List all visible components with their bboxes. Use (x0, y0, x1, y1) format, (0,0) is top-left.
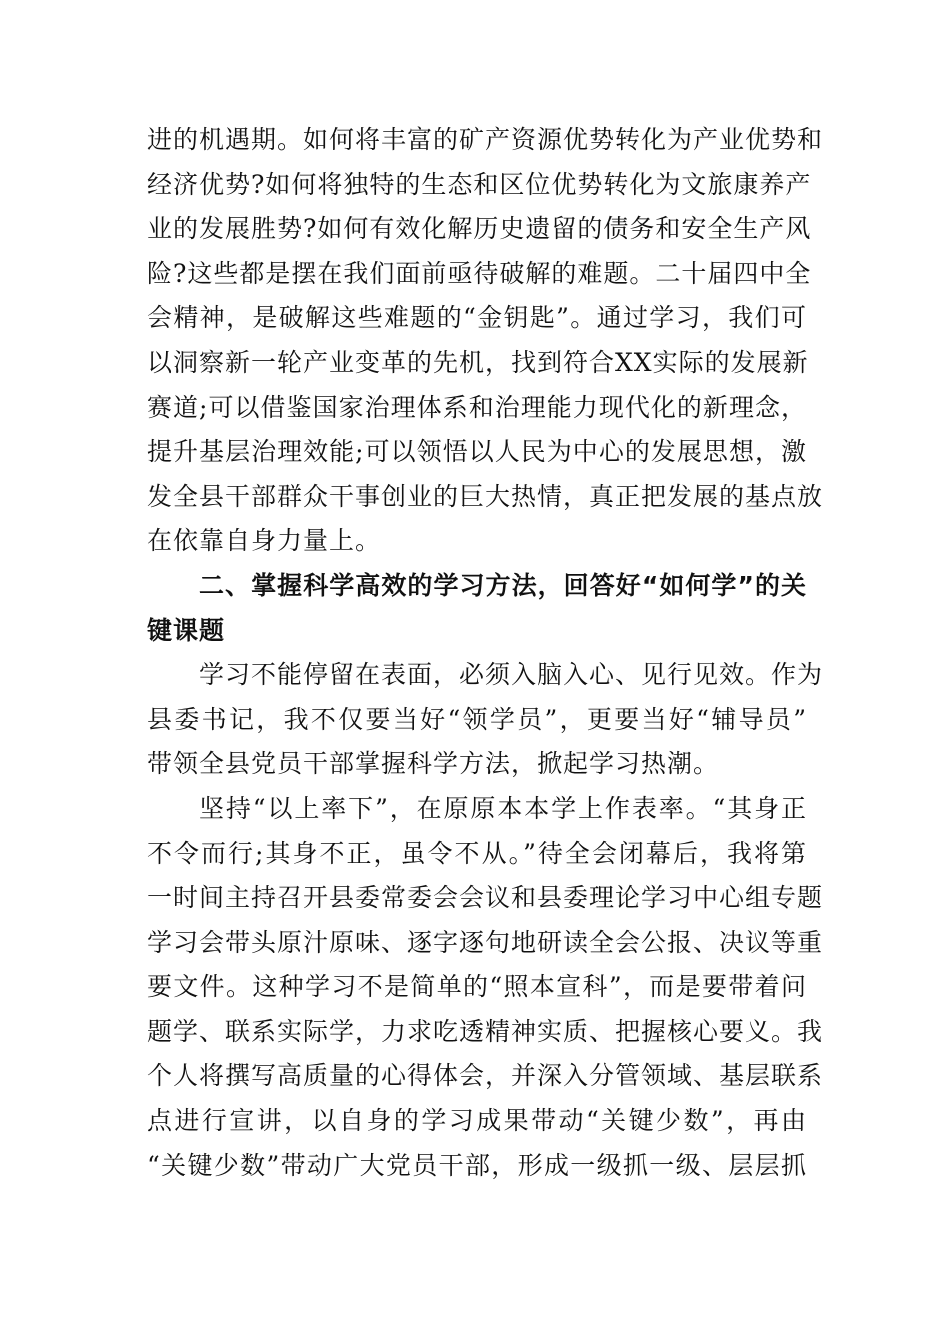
paragraph-2 (147, 653, 824, 787)
text-line: 业的发展胜势?如何有效化解历史遗留的债务和安全生产风 (147, 214, 812, 244)
text-line: 以洞察新一轮产业变革的先机，找到符合XX实际的发展新 (147, 347, 809, 377)
text-line: 坚持“以上率下”，在原原本本学上作表率。“其身正 (199, 793, 807, 823)
text-line: 经济优势?如何将独特的生态和区位优势转化为文旅康养产 (147, 169, 812, 199)
text-line: 点进行宣讲，以自身的学习成果带动“关键少数”，再由 (147, 1106, 807, 1136)
paragraph-1 (147, 118, 824, 564)
text-line: 会精神，是破解这些难题的“金钥匙”。通过学习，我们可 (147, 303, 807, 333)
section-heading-2 (147, 564, 807, 653)
text-line: 险?这些都是摆在我们面前亟待破解的难题。二十届四中全 (147, 258, 812, 288)
text-line: “关键少数”带动广大党员干部，形成一级抓一级、层层抓 (147, 1150, 807, 1180)
text-line: 学习会带头原汁原味、逐字逐句地研读全会公报、决议等重 (147, 927, 824, 957)
text-line: 学习不能停留在表面，必须入脑入心、见行见效。作为 (199, 660, 824, 690)
text-line: 提升基层治理效能;可以领悟以人民为中心的发展思想，激 (147, 437, 807, 467)
text-line: 要文件。这种学习不是简单的“照本宣科”，而是要带着问 (147, 972, 807, 1002)
text-line: 一时间主持召开县委常委会会议和县委理论学习中心组专题 (147, 883, 824, 913)
text-line: 带领全县党员干部掌握科学方法，掀起学习热潮。 (147, 749, 720, 779)
text-line: 赛道;可以借鉴国家治理体系和治理能力现代化的新理念， (147, 392, 807, 422)
text-line: 个人将撰写高质量的心得体会，并深入分管领域、基层联系 (147, 1061, 824, 1091)
document-body (147, 118, 824, 1188)
paragraph-3 (147, 787, 824, 1188)
heading-line: 键课题 (147, 615, 226, 645)
text-line: 县委书记，我不仅要当好“领学员”，更要当好“辅导员” (147, 704, 808, 734)
text-line: 在依靠自身力量上。 (147, 526, 382, 556)
text-line: 发全县干部群众干事创业的巨大热情，真正把发展的基点放 (147, 481, 824, 511)
heading-line: 二、掌握科学高效的学习方法，回答好“如何学”的关 (199, 570, 807, 600)
text-line: 进的机遇期。如何将丰富的矿产资源优势转化为产业优势和 (147, 125, 824, 154)
text-line: 题学、联系实际学，力求吃透精神实质、把握核心要义。我 (147, 1016, 824, 1046)
text-line: 不令而行;其身不正，虽令不从。”待全会闭幕后，我将第 (147, 838, 807, 868)
